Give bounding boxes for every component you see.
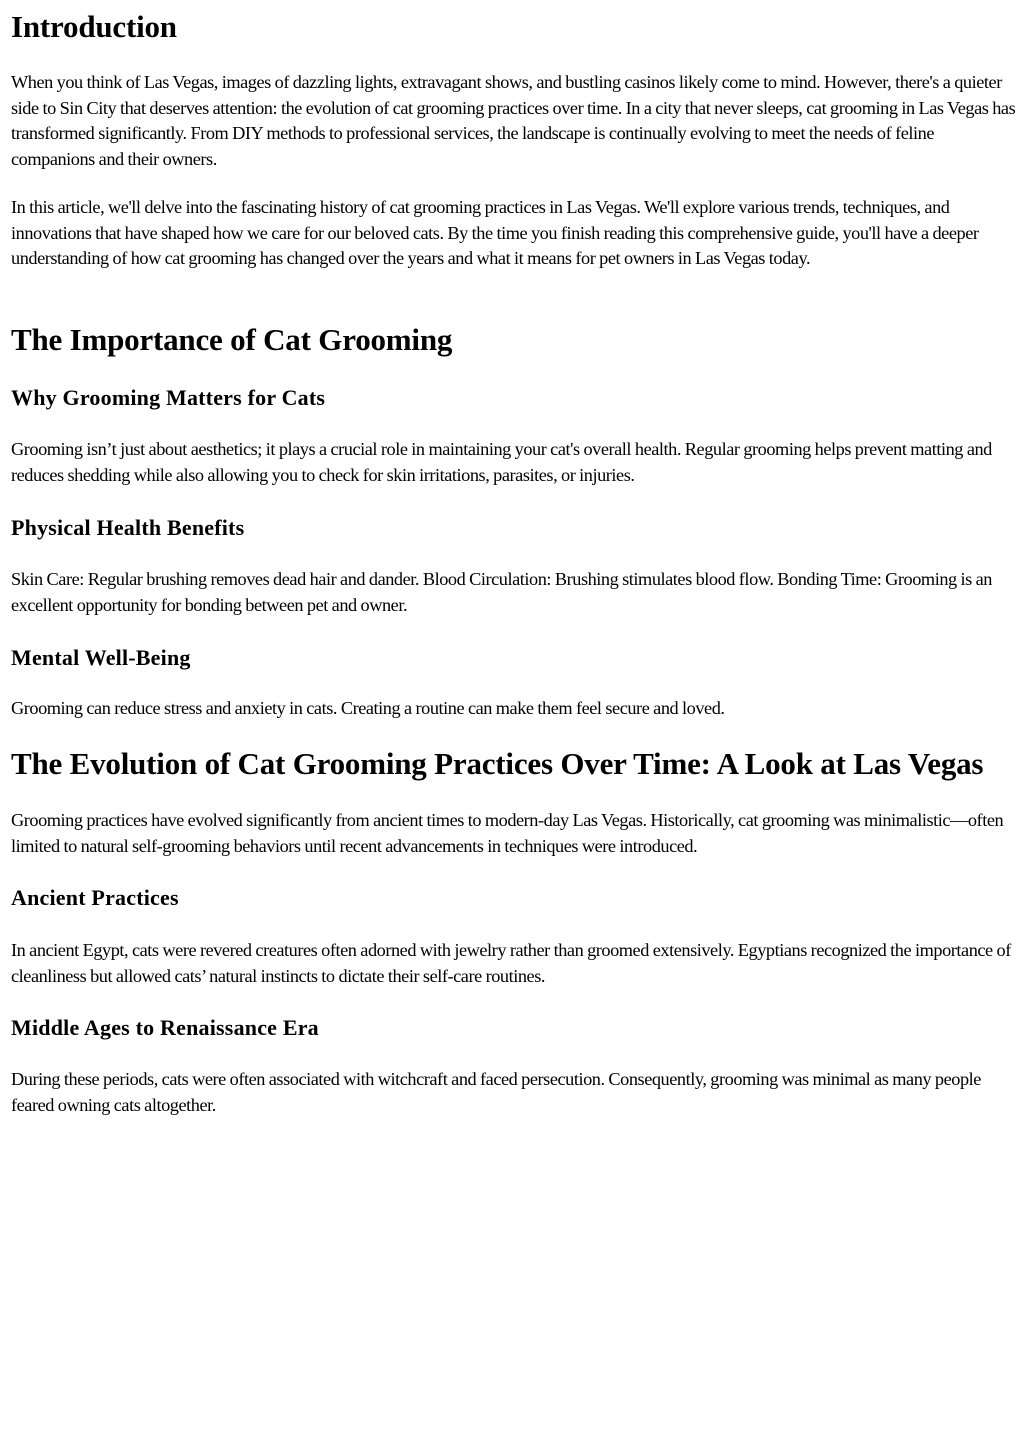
subheading-why-grooming-matters: Why Grooming Matters for Cats [11,385,326,410]
physical-health-paragraph: Skin Care: Regular brushing removes dead hair and dander. Blood Circulation: Brushing stimulates blood flow. Bonding Time: Grooming is an excellent opportunity for bonding between pet and owner. [11,569,993,615]
subheading-mental-well-being: Mental Well-Being [11,645,191,670]
mental-well-being-paragraph: Grooming can reduce stress and anxiety in cats. Creating a routine can make them feel secure and loved. [11,698,725,718]
evolution-intro-paragraph: Grooming practices have evolved significantly from ancient times to modern-day Las Vegas. Historically, cat grooming was minimalistic—often limited to natural self-grooming behaviors until recent advancements in techniques were introduced. [11,810,1004,856]
heading-importance-of-cat-grooming: The Importance of Cat Grooming [11,322,453,357]
subheading-ancient-practices: Ancient Practices [11,885,179,910]
subheading-middle-ages-renaissance: Middle Ages to Renaissance Era [11,1015,319,1040]
heading-introduction: Introduction [11,9,177,44]
ancient-practices-paragraph: In ancient Egypt, cats were revered creatures often adorned with jewelry rather than groomed extensively. Egyptians recognized the importance of cleanliness but allowed cats’ natural instincts to dictate their self-care routines. [11,940,1011,986]
middle-ages-paragraph: During these periods, cats were often associated with witchcraft and faced persecution. Consequently, grooming was minimal as many people feared owning cats altogether. [11,1069,981,1115]
heading-evolution-of-cat-grooming: The Evolution of Cat Grooming Practices Over Time: A Look at Las Vegas [11,746,984,781]
why-grooming-paragraph: Grooming isn’t just about aesthetics; it plays a crucial role in maintaining your cat's overall health. Regular grooming helps prevent matting and reduces shedding while also allowing you to check for skin irritations, parasites, or injuries. [11,439,992,485]
intro-paragraph-1: When you think of Las Vegas, images of dazzling lights, extravagant shows, and bustling casinos likely come to mind. However, there's a quieter side to Sin City that deserves attention: the evolution of cat grooming practices over time. In a city that never sleeps, cat grooming in Las Vegas has transformed significantly. From DIY methods to professional services, the landscape is continually evolving to meet the needs of feline companions and their owners. [11,72,1016,170]
subheading-physical-health-benefits: Physical Health Benefits [11,515,245,540]
intro-paragraph-2: In this article, we'll delve into the fascinating history of cat grooming practices in Las Vegas. We'll explore various trends, techniques, and innovations that have shaped how we care for our beloved cats. By the time you finish reading this comprehensive guide, you'll have a deeper understanding of how cat grooming has changed over the years and what it means for pet owners in Las Vegas today. [11,197,979,269]
